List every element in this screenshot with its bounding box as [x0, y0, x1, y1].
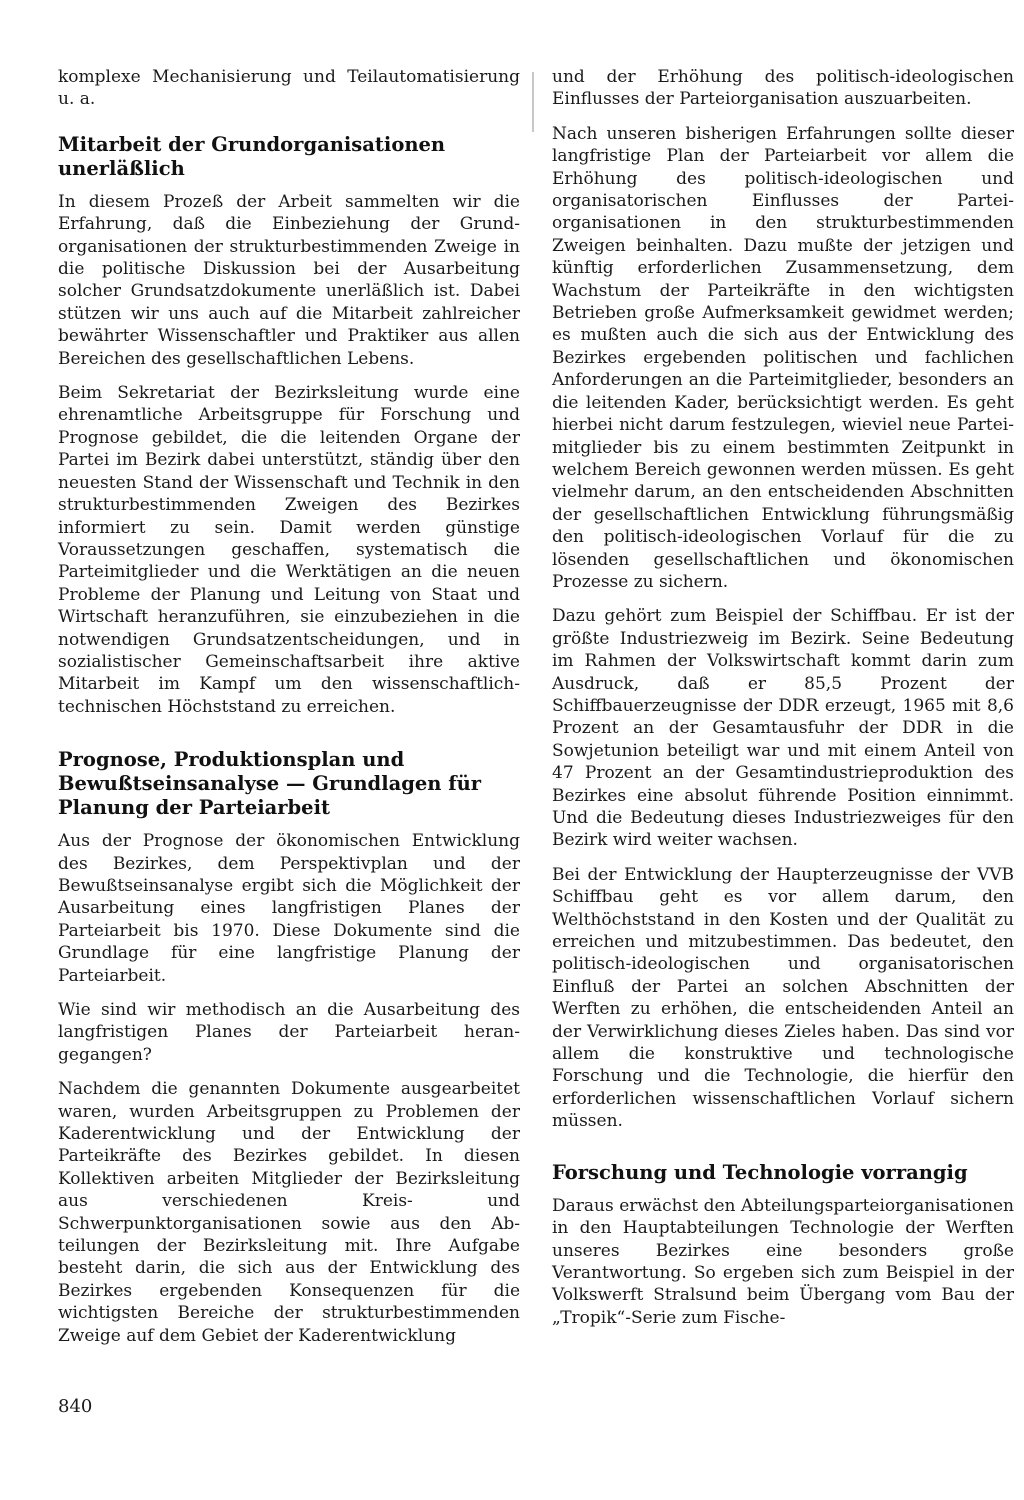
left-paragraph-2: Beim Sekretariat der Bezirksleitung wurde eine ehrenamtliche Arbeitsgruppe für Forschung und Prognose gebildet, die die leitenden Organe der Partei im Bezirk dabei unterstützt, ständig über den neuesten Stand der Wissenschaft und Technik in den strukturbestimmenden Zweigen des Bezirkes informiert zu sein. Damit werden günstige Voraussetzungen geschaffen, systematisch die Parteimitglieder und die Werktätigen an die neuen Probleme der Planung und Leitung von Staat und Wirtschaft heranzuführen, sie einzubeziehen in die notwendigen Grundsatzentscheidungen, und in sozialistischer Gemeinschaftsarbeit ihre aktive Mitarbeit im Kampf um den wissenschaftlich-technischen Höchststand zu erreichen.	[58, 383, 520, 717]
left-intro-paragraph: komplexe Mechanisierung und Teilautomatisierung u. a.	[58, 67, 520, 110]
left-paragraph-1: In diesem Prozeß der Arbeit sammelten wir die Erfahrung, daß die Einbeziehung der Grundorganisationen der strukturbestimmenden Zweige in die politische Diskussion bei der Ausarbeitung solcher Grundsatzdokumente unerläßlich ist. Dabei stützen wir uns auch auf die Mitarbeit zahlreicher bewährter Wissenschaftler und Praktiker aus allen Bereichen des gesellschaftlichen Lebens.	[58, 191, 520, 369]
right-paragraph-2: Dazu gehört zum Beispiel der Schiffbau. Er ist der größte Industriezweig im Bezirk. Seine Bedeutung im Rahmen der Volkswirtschaft kommt darin zum Ausdruck, daß er 85,5 Prozent der Schiffbauerzeugnisse der DDR erzeugt, 1965 mit 8,6 Prozent an der Gesamtausfuhr der DDR in die Sowjetunion beteiligt war und mit einem Anteil von 47 Prozent an der Gesamtindustrieproduktion des Bezirkes eine absolut führende Position einnimmt. Und die Bedeutung dieses Industriezweiges für den Bezirk wird weiter wachsen.	[552, 606, 1014, 851]
heading-mitarbeit: Mitarbeit der Grundorganisationen unerläßlich	[58, 132, 446, 180]
heading-prognose: Prognose, Produktionsplan und Bewußtseinsanalyse — Grundlagen für Planung der Parteiarbeit	[58, 748, 482, 820]
column-gutter-mark	[532, 72, 534, 132]
heading-forschung: Forschung und Technologie vorrangig	[552, 1160, 968, 1184]
left-paragraph-3: Aus der Prognose der ökonomischen Entwicklung des Bezirkes, dem Perspektivplan und der Bewußtseinsanalyse ergibt sich die Möglichkeit der Ausarbeitung eines langfristigen Planes der Parteiarbeit bis 1970. Diese Dokumente sind die Grundlage für eine langfristige Planung der Parteiarbeit.	[58, 831, 520, 986]
right-paragraph-3: Bei der Entwicklung der Haupterzeugnisse der VVB Schiffbau geht es vor allem darum, den Welthöchststand in den Kosten und der Qualität zu erreichen und mitzubestimmen. Das bedeutet, den politisch-ideologischen und organisatorischen Einfluß der Partei an solchen Abschnitten der Werften zu erhöhen, die entscheidenden Anteil an der Verwirklichung dieses Zieles haben. Das sind vor allem die konstruktive und technologische Forschung und die Technologie, die hierfür den erforderlichen wissenschaftlichen Vorlauf sichern müssen.	[552, 864, 1014, 1132]
right-paragraph-1: Nach unseren bisherigen Erfahrungen sollte dieser langfristige Plan der Parteiarbeit vor allem die Erhöhung des politisch-ideologischen und organisatorischen Einflusses der Parteiorganisationen in den strukturbestimmenden Zweigen beinhalten. Dazu mußte der jetzigen und künftig erforderlichen Zusammensetzung, dem Wachstum der Parteikräfte in den wichtigsten Betrieben große Aufmerksamkeit gewidmet werden; es mußten auch die sich aus der Entwicklung des Bezirkes ergebenden politischen und fachlichen Anforderungen an die Parteimitglieder, besonders an die leitenden Kader, berücksichtigt werden. Es geht hierbei nicht darum festzulegen, wieviel neue Parteimitglieder bis zu einem bestimmten Zeitpunkt in welchem Bereich gewonnen werden müssen. Es geht vielmehr darum, an den entscheidenden Abschnitten der gesellschaftlichen Entwicklung führungsmäßig den politisch-ideologischen Vorlauf für die zu lösenden gesellschaftlichen und ökonomischen Prozesse zu sichern.	[552, 123, 1014, 592]
left-column	[58, 66, 520, 1359]
left-paragraph-5: Nachdem die genannten Dokumente ausgearbeitet waren, wurden Arbeitsgruppen zu Problemen der Kaderentwicklung und der Entwicklung der Parteikräfte des Bezirkes gebildet. In diesen Kollektiven arbeiten Mitglieder der Bezirksleitung aus verschiedenen Kreis- und Schwerpunktorganisationen sowie aus den Abteilungen der Bezirksleitung mit. Ihre Aufgabe besteht darin, die sich aus der Entwicklung des Bezirkes ergebenden Konsequenzen für die wichtigsten Bereiche der strukturbestimmenden Zweige auf dem Gebiet der Kaderentwicklung	[58, 1079, 520, 1346]
page-number: 840	[58, 1396, 93, 1417]
right-paragraph-4: Daraus erwächst den Abteilungsparteiorganisationen in den Hauptabteilungen Technologie der Werften unseres Bezirkes eine besonders große Verantwortung. So ergeben sich zum Beispiel in der Volkswerft Stralsund beim Übergang vom Bau der „Tropik“-Serie zum Fische-	[552, 1195, 1014, 1328]
right-column	[552, 66, 1014, 1341]
right-intro-paragraph: und der Erhöhung des politisch-ideologischen Einflusses der Parteiorganisation auszuarbeiten.	[552, 67, 1014, 110]
left-paragraph-4: Wie sind wir methodisch an die Ausarbeitung des langfristigen Planes der Parteiarbeit herangegangen?	[58, 1000, 520, 1065]
